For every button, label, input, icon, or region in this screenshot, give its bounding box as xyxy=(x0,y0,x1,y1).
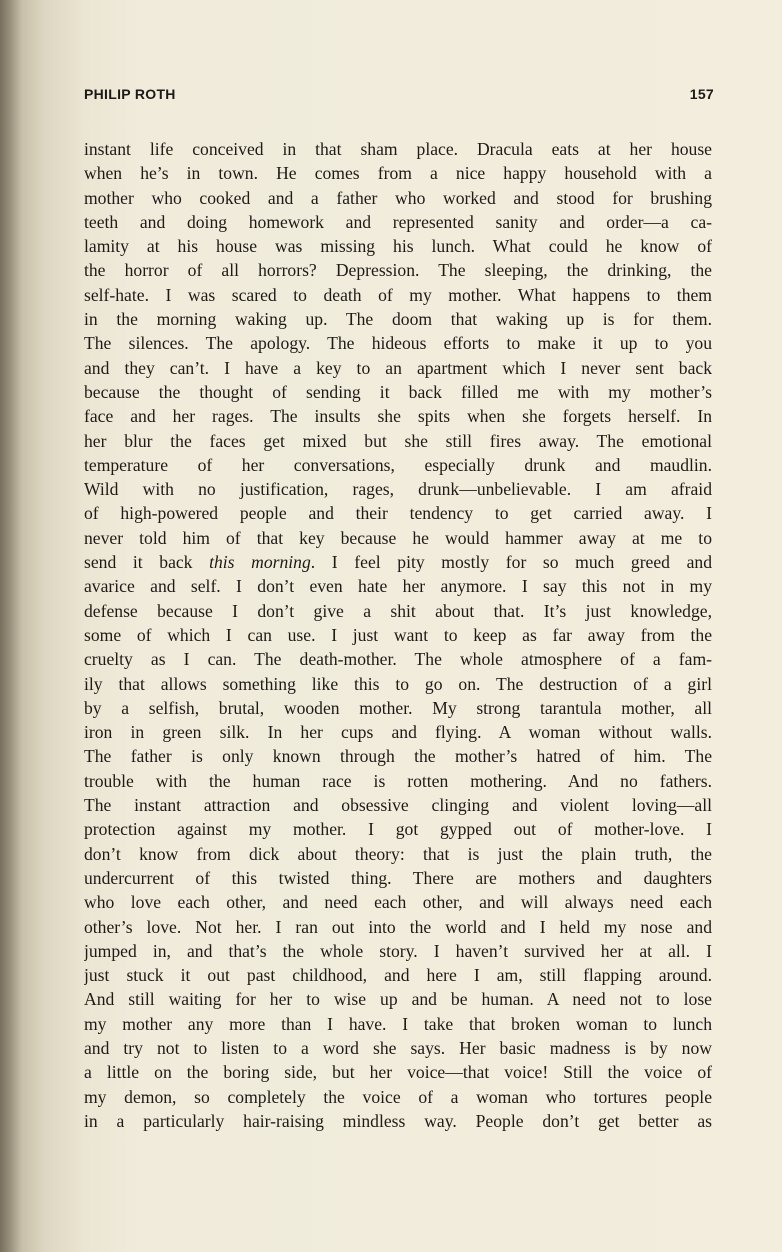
running-head-author: PHILIP ROTH xyxy=(84,86,176,102)
text-line: protection against my mother. I got gypped out of mother-love. I xyxy=(84,819,712,840)
text-line: instant life conceived in that sham place. Dracula eats at her house xyxy=(84,139,712,159)
text-line: And still waiting for her to wise up and be human. A need not to lose xyxy=(84,989,712,1010)
text-line: when he’s in town. He comes from a nice happy household with a xyxy=(84,163,712,184)
text-line: send it back this morning. I feel pity mostly for so much greed and xyxy=(84,552,712,573)
text-line: the horror of all horrors? Depression. The sleeping, the drinking, the xyxy=(84,260,712,281)
text-line: just stuck it out past childhood, and here I am, still flapping around. xyxy=(84,965,712,986)
text-line: and try not to listen to a word she says. Her basic madness is by now xyxy=(84,1037,712,1058)
text-line: some of which I can use. I just want to keep as far away from the xyxy=(84,624,712,645)
text-line: and they can’t. I have a key to an apartment which I never sent back xyxy=(84,357,712,378)
text-line: face and her rages. The insults she spits when she forgets herself. In xyxy=(84,406,712,427)
text-line: by a selfish, brutal, wooden mother. My strong tarantula mother, all xyxy=(84,697,712,718)
text-line: defense because I don’t give a shit about that. It’s just knowledge, xyxy=(84,600,712,621)
gutter-shadow xyxy=(0,0,22,1252)
text-line: jumped in, and that’s the whole story. I haven’t survived her at all. I xyxy=(84,940,712,961)
text-line: of high-powered people and their tendency to get carried away. I xyxy=(84,503,712,524)
text-line: her blur the faces get mixed but she still fires away. The emotional xyxy=(84,430,712,451)
text-line: self-hate. I was scared to death of my mother. What happens to them xyxy=(84,284,712,305)
text-line: avarice and self. I don’t even hate her anymore. I say this not in my xyxy=(84,576,712,597)
body-text xyxy=(84,137,712,1133)
text-line: because the thought of sending it back filled me with my mother’s xyxy=(84,381,712,402)
text-line: don’t know from dick about theory: that is just the plain truth, the xyxy=(84,843,712,864)
text-line: never told him of that key because he would hammer away at me to xyxy=(84,527,712,548)
text-line: Wild with no justification, rages, drunk—unbelievable. I am afraid xyxy=(84,479,712,500)
text-line: ily that allows something like this to go on. The destruction of a girl xyxy=(84,673,712,694)
text-line: my demon, so completely the voice of a woman who tortures people xyxy=(84,1086,712,1107)
text-line: other’s love. Not her. I ran out into the world and I held my nose and xyxy=(84,916,712,937)
text-line: The father is only known through the mother’s hatred of him. The xyxy=(84,746,712,767)
text-line: trouble with the human race is rotten mothering. And no fathers. xyxy=(84,770,712,791)
text-line: my mother any more than I have. I take that broken woman to lunch xyxy=(84,1013,712,1034)
text-line: The silences. The apology. The hideous efforts to make it up to you xyxy=(84,333,712,354)
page-number: 157 xyxy=(689,86,714,102)
text-line: iron in green silk. In her cups and flying. A woman without walls. xyxy=(84,722,712,743)
text-line: lamity at his house was missing his lunch. What could he know of xyxy=(84,236,712,257)
text-line: who love each other, and need each other, and will always need each xyxy=(84,892,712,913)
text-line: in the morning waking up. The doom that waking up is for them. xyxy=(84,309,712,330)
text-line: teeth and doing homework and represented sanity and order—a ca- xyxy=(84,211,712,232)
text-line: The instant attraction and obsessive clinging and violent loving—all xyxy=(84,795,712,816)
text-line: a little on the boring side, but her voice—that voice! Still the voice of xyxy=(84,1062,712,1083)
running-head xyxy=(84,86,714,106)
text-line: temperature of her conversations, especially drunk and maudlin. xyxy=(84,454,712,475)
text-line: in a particularly hair-raising mindless way. People don’t get better as xyxy=(84,1110,712,1131)
emphasized-phrase: this morning xyxy=(209,552,311,573)
text-line: undercurrent of this twisted thing. There are mothers and daughters xyxy=(84,867,712,888)
text-line: cruelty as I can. The death-mother. The whole atmosphere of a fam- xyxy=(84,649,712,670)
text-line: mother who cooked and a father who worked and stood for brushing xyxy=(84,187,712,208)
